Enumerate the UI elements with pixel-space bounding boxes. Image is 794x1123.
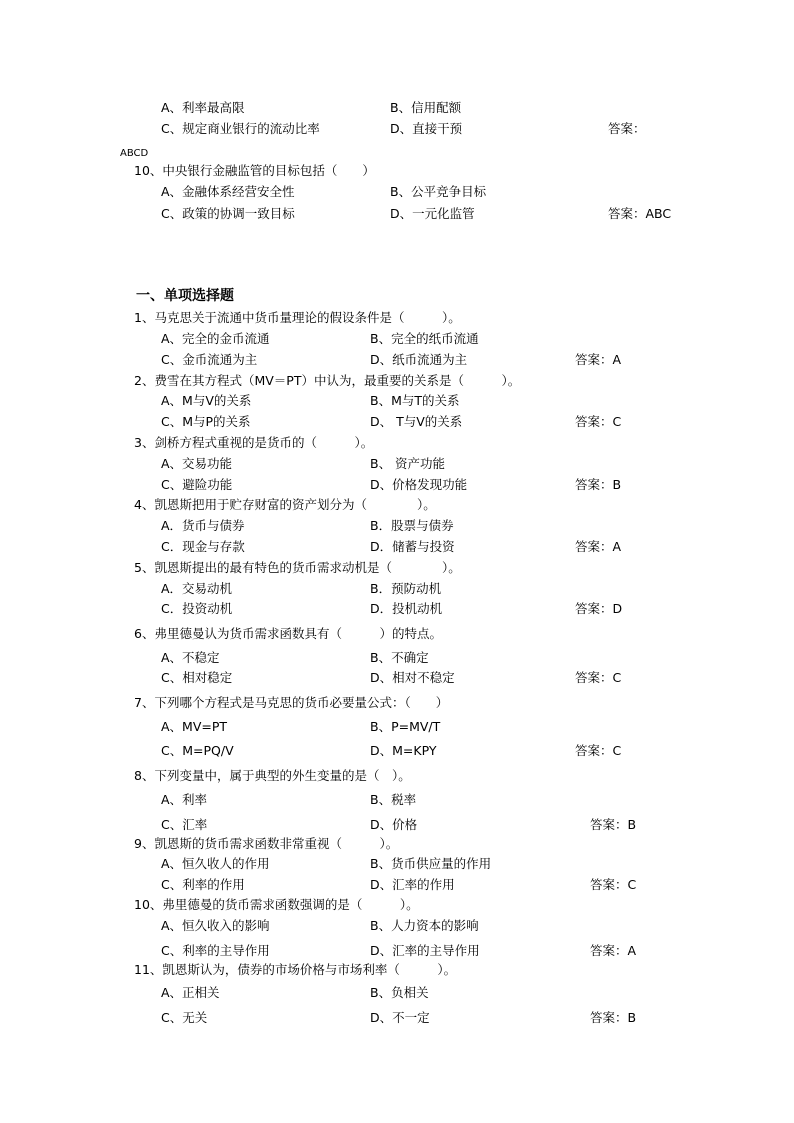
option-d: D、M=KPY (370, 743, 437, 758)
section-title: 一、单项选择题 (136, 288, 234, 304)
question-text: 11、凯恩斯认为，债券的市场价格与市场利率（ ）。 (134, 962, 457, 977)
question-text: 1、马克思关于流通中货币量理论的假设条件是（ ）。 (134, 310, 461, 325)
option-a: A、完全的金币流通 (161, 331, 270, 346)
option-c: C、政策的协调一致目标 (161, 206, 295, 221)
option-c: C、利率的主导作用 (161, 943, 270, 958)
answer: 答案：B (590, 1010, 637, 1025)
option-b: B、税率 (370, 792, 417, 807)
option-a: A、正相关 (161, 985, 220, 1000)
question-text: 2、费雪在其方程式（MV＝PT）中认为，最重要的关系是（ ）。 (134, 373, 521, 388)
option-a: A、MV=PT (161, 719, 228, 734)
option-d: D、不一定 (370, 1010, 430, 1025)
option-c: C、M与P的关系 (161, 414, 251, 429)
option-c: C、利率的作用 (161, 877, 245, 892)
option-a: A、恒久收人的作用 (161, 856, 270, 871)
question-text: 5、凯恩斯提出的最有特色的货币需求动机是（ ）。 (134, 560, 461, 575)
option-c: C、无关 (161, 1010, 208, 1025)
answer: 答案：C (590, 877, 637, 892)
answer: 答案：A (575, 352, 622, 367)
option-d: D、 T与V的关系 (370, 414, 463, 429)
option-b: B、不确定 (370, 650, 429, 665)
answer: 答案：D (575, 601, 623, 616)
question-text: 10、中央银行金融监管的目标包括（ ） (134, 163, 375, 178)
answer: 答案：C (575, 743, 622, 758)
option-a: A、金融体系经营安全性 (161, 184, 295, 199)
option-d: D、汇率的主导作用 (370, 943, 480, 958)
question-text: 4、凯恩斯把用于贮存财富的资产划分为（ ）。 (134, 497, 436, 512)
option-c: C．投资动机 (161, 601, 233, 616)
option-b: B、完全的纸币流通 (370, 331, 479, 346)
answer-label: 答案： (608, 121, 646, 136)
answer: 答案：B (575, 477, 622, 492)
option-d: D、纸币流通为主 (370, 352, 468, 367)
option-b: B、负相关 (370, 985, 429, 1000)
question-text: 8、下列变量中，属于典型的外生变量的是（ ）。 (134, 768, 411, 783)
question-text: 7、下列哪个方程式是马克思的货币必要量公式：（ ） (134, 695, 449, 710)
answer: 答案：C (575, 670, 622, 685)
question-text: 10、弗里德曼的货币需求函数强调的是（ ）。 (134, 897, 419, 912)
option-a: A．交易动机 (161, 581, 233, 596)
option-d: D、价格 (370, 817, 418, 832)
option-b: B、货币供应量的作用 (370, 856, 492, 871)
option-c: C、M=PQ/V (161, 743, 234, 758)
option-c: C、汇率 (161, 817, 208, 832)
option-d: D、价格发现功能 (370, 477, 468, 492)
answer-value: ABCD (120, 148, 149, 159)
question-text: 6、弗里德曼认为货币需求函数具有（ ）的特点。 (134, 626, 442, 641)
option-a: A、利率 (161, 792, 208, 807)
option-a: A、恒久收入的影响 (161, 918, 270, 933)
answer: 答案：A (590, 943, 637, 958)
option-d: D、直接干预 (390, 121, 463, 136)
option-b: B、人力资本的影响 (370, 918, 479, 933)
option-b: B．股票与债券 (370, 518, 454, 533)
option-a: A、不稳定 (161, 650, 220, 665)
option-d: D．储蓄与投资 (370, 539, 455, 554)
option-b: B、公平竞争目标 (390, 184, 487, 199)
question-text: 3、剑桥方程式重视的是货币的（ ）。 (134, 435, 374, 450)
question-text: 9、凯恩斯的货币需求函数非常重视（ ）。 (134, 836, 399, 851)
answer: 答案：C (575, 414, 622, 429)
answer: 答案：A (575, 539, 622, 554)
option-d: D．投机动机 (370, 601, 443, 616)
option-b: B、 资产功能 (370, 456, 446, 471)
option-c: C、规定商业银行的流动比率 (161, 121, 320, 136)
option-c: C．现金与存款 (161, 539, 245, 554)
option-d: D、一元化监管 (390, 206, 475, 221)
option-b: B、信用配额 (390, 100, 462, 115)
option-b: B．预防动机 (370, 581, 442, 596)
option-c: C、相对稳定 (161, 670, 233, 685)
option-a: A、利率最高限 (161, 100, 245, 115)
option-c: C、金币流通为主 (161, 352, 258, 367)
answer: 答案：B (590, 817, 637, 832)
answer: 答案：ABC (608, 206, 672, 221)
option-a: A、M与V的关系 (161, 393, 252, 408)
option-c: C、避险功能 (161, 477, 233, 492)
option-a: A．货币与债券 (161, 518, 245, 533)
option-d: D、汇率的作用 (370, 877, 455, 892)
option-d: D、相对不稳定 (370, 670, 455, 685)
option-b: B、M与T的关系 (370, 393, 460, 408)
option-b: B、P=MV/T (370, 719, 441, 734)
option-a: A、交易功能 (161, 456, 233, 471)
